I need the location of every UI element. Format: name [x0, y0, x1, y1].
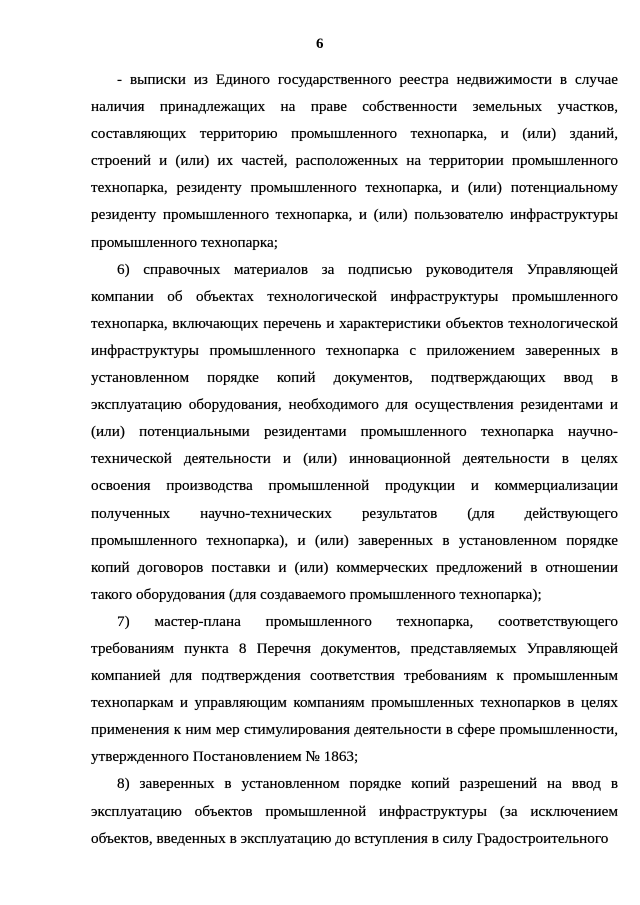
paragraph-egrn-extracts: - выписки из Единого государственного реестра недвижимости в случае наличия принадлежащих на праве собственности земельных участков, составляющих территорию промышленного технопарка, и (или) зданий, строений и (или) их частей, расположенных на территории промышленного технопарка, резиденту промышленного технопарка, и (или) потенциальному резиденту промышленного технопарка, и (или) пользователю инфраструктуры промышленного технопарка; [91, 71, 618, 251]
paragraph-item-8: 8) заверенных в установленном порядке копий разрешений на ввод в эксплуатацию объектов промышленной инфраструктуры (за исключением объектов, введенных в эксплуатацию до вступления в силу Градостроительного [91, 775, 618, 847]
page-number: 6 [316, 36, 324, 52]
paragraph-item-7: 7) мастер-плана промышленного технопарка, соответствующего требованиям пункта 8 Перечня документов, представляемых Управляющей компанией для подтверждения соответствия требованиям к промышленным технопаркам и управляющим компаниям промышленных технопарков в целях применения к ним мер стимулирования деятельности в сфере промышленности, утвержденного Постановлением № 1863; [91, 612, 618, 766]
document-body [91, 66, 618, 852]
paragraph-item-6: 6) справочных материалов за подписью руководителя Управляющей компании об объектах технологической инфраструктуры промышленного технопарка, включающих перечень и характеристики объектов технологической инфраструктуры промышленного технопарка с приложением заверенных в установленном порядке копий документов, подтверждающих ввод в эксплуатацию оборудования, необходимого для осуществления резидентами и (или) потенциальными резидентами промышленного технопарка научно-технической деятельности и (или) инновационной деятельности в целях освоения производства промышленной продукции и коммерциализации полученных научно-технических результатов (для действующего промышленного технопарка), и (или) заверенных в установленном порядке копий договоров поставки и (или) коммерческих предложений в отношении такого оборудования (для создаваемого промышленного технопарка); [91, 260, 618, 603]
